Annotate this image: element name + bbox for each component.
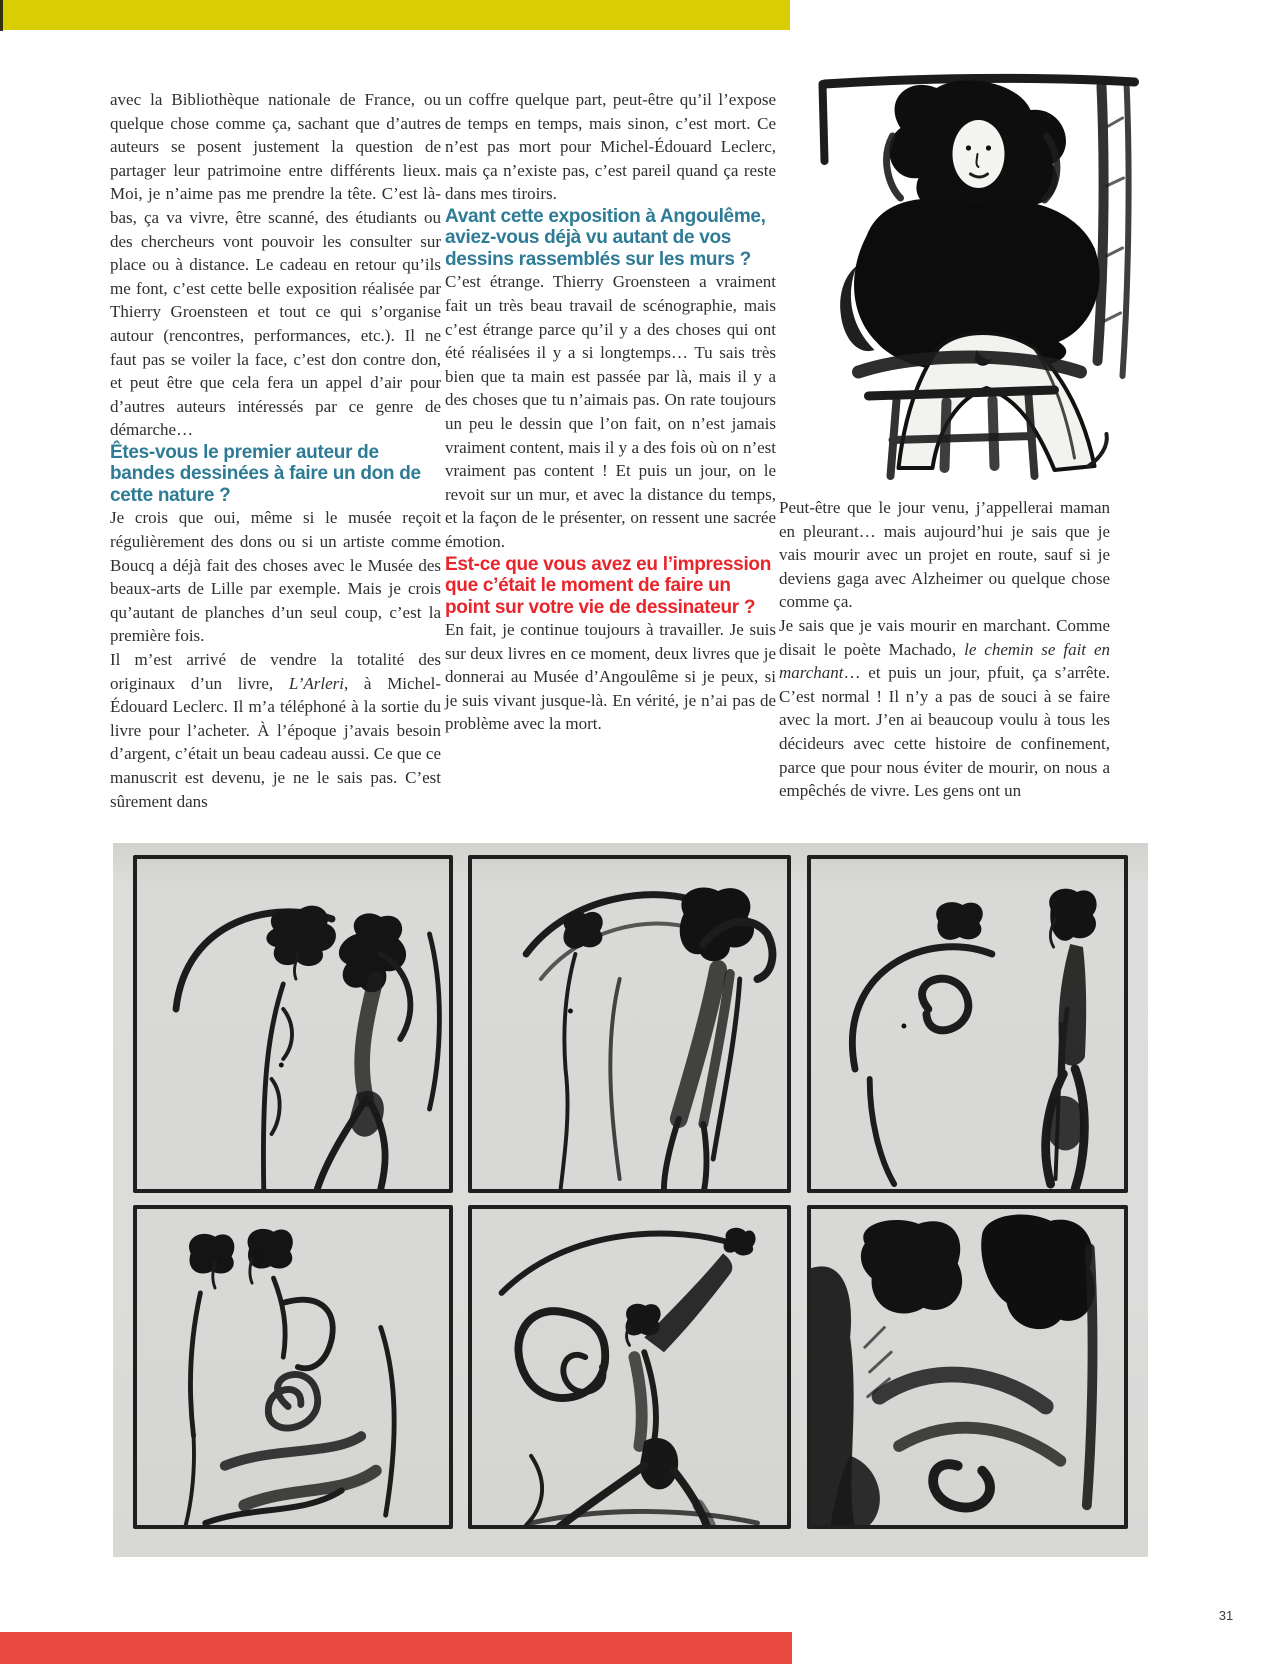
interview-question-teal: Êtes-vous le premier auteur de bandes dessinées à faire un don de cette nature ? — [110, 441, 421, 506]
quote-italic: le chemin se fait en marchant — [779, 639, 1110, 683]
paragraph-text: … et puis un jour, pfuit, ça s’arrête. C’est normal ! Il n’y a pas de souci à se faire avec la mort. J’en ai beaucoup voulu à tous les décideurs avec cette histoire de confinement, parce que pour nous éviter de mourir, on nous a empêchés de vivre. Les gens ont un — [779, 663, 1110, 801]
interview-question-teal: Avant cette exposition à Angoulême, aviez-vous déjà vu autant de vos dessins rassemblés sur les murs ? — [445, 205, 766, 270]
sketch-panel-5 — [468, 1205, 791, 1529]
paragraph — [110, 648, 441, 813]
sketch-panel-1 — [133, 855, 453, 1193]
paragraph: C’est étrange. Thierry Groensteen a vraiment fait un très beau travail de scénographie, mais c’est étrange parce qu’il y a des choses qui ont été réalisées il y a si longtemps… Tu sais très bien que ta main est passée par là, mais il y a des choses que tu n’aimais pas. On rate toujours un peu le dessin que l’on fait, on n’est jamais vraiment content, mais il y a des fois où on n’est vraiment pas content ! Et puis un jour, on le revoit sur un mur, et avec la distance du temps, et la façon de le présenter, on ressent une sacrée émotion. — [445, 272, 776, 551]
paragraph: Peut-être que le jour venu, j’appellerai maman en pleurant… mais aujourd’hui je sais que je vais mourir avec un projet en route, sauf si je deviens gaga avec Alzheimer ou quelque chose comme ça. — [779, 498, 1110, 612]
interview-question-red: Est-ce que vous avez eu l’impression que c’était le moment de faire un point sur votre vie de dessinateur ? — [445, 553, 772, 618]
sketch-sheet — [113, 843, 1148, 1557]
sketch-panel-4 — [133, 1205, 453, 1529]
bottom-red-bar — [0, 1632, 792, 1664]
paragraph-text: Il m’est arrivé de vendre la totalité des originaux d’un livre, — [110, 649, 441, 693]
paragraph: Je crois que oui, même si le musée reçoit régulièrement des dons ou si un artiste comme Boucq a déjà fait des choses avec le Musée des beaux-arts de Lille par exemple. Mais je crois qu’autant de planches d’un seul coup, c’est la première fois. — [110, 508, 441, 646]
paragraph: avec la Bibliothèque nationale de France, ou quelque chose comme ça, sachant que d’autres auteurs se posent justement la question de partager leur patrimoine entre différents lieux. Moi, je n’aime pas me prendre la tête. C’est là-bas, ça va vivre, être scanné, des étudiants ou des chercheurs vont pouvoir les consulter sur place ou à distance. Le cadeau en retour qu’ils me font, c’est cette belle exposition réalisée par Thierry Groensteen et tout ce qui s’organise autour (rencontres, performances, etc.). Il ne faut pas se voiler la face, c’est don contre don, et peut être que cela fera un appel d’air pour d’autres auteurs intéressés par ce genre de démarche… — [110, 90, 441, 440]
text-column-3 — [779, 496, 1110, 803]
paragraph-text: Je sais que je vais mourir en marchant. Comme disait le poète Machado, — [779, 615, 1110, 659]
paragraph: un coffre quelque part, peut-être qu’il l’expose de temps en temps, mais sinon, c’est mort. Ce n’est pas mort pour Michel-Édouard Leclerc, mais ça n’existe pas, c’est pareil quand ça reste dans mes tiroirs. — [445, 90, 776, 204]
page-number: 31 — [1218, 1608, 1234, 1623]
sketch-panel-3 — [807, 855, 1128, 1193]
text-column-2 — [445, 88, 776, 736]
paragraph: En fait, je continue toujours à travailler. Je suis sur deux livres en ce moment, deux livres que je donnerai au Musée d’Angoulême si je peux, si je suis vivant jusque-là. En vérité, je n’ai pas de problème avec la mort. — [445, 620, 776, 734]
book-title-italic: L’Arleri — [288, 673, 344, 693]
text-column-1 — [110, 88, 441, 813]
top-bar-dark-edge — [0, 0, 3, 31]
sketch-panel-2 — [468, 855, 791, 1193]
ink-portrait-seated-woman — [793, 66, 1160, 486]
paragraph-text: , à Michel-Édouard Leclerc. Il m’a téléphoné à la sortie du livre pour l’acheter. À l’époque j’avais besoin d’argent, c’était un beau cadeau aussi. Ce que ce manuscrit est devenu, je ne le sais pas. C’est sûrement dans — [110, 673, 442, 811]
top-yellow-bar — [3, 0, 790, 30]
paragraph — [779, 614, 1110, 803]
sketch-panel-6 — [807, 1205, 1128, 1529]
